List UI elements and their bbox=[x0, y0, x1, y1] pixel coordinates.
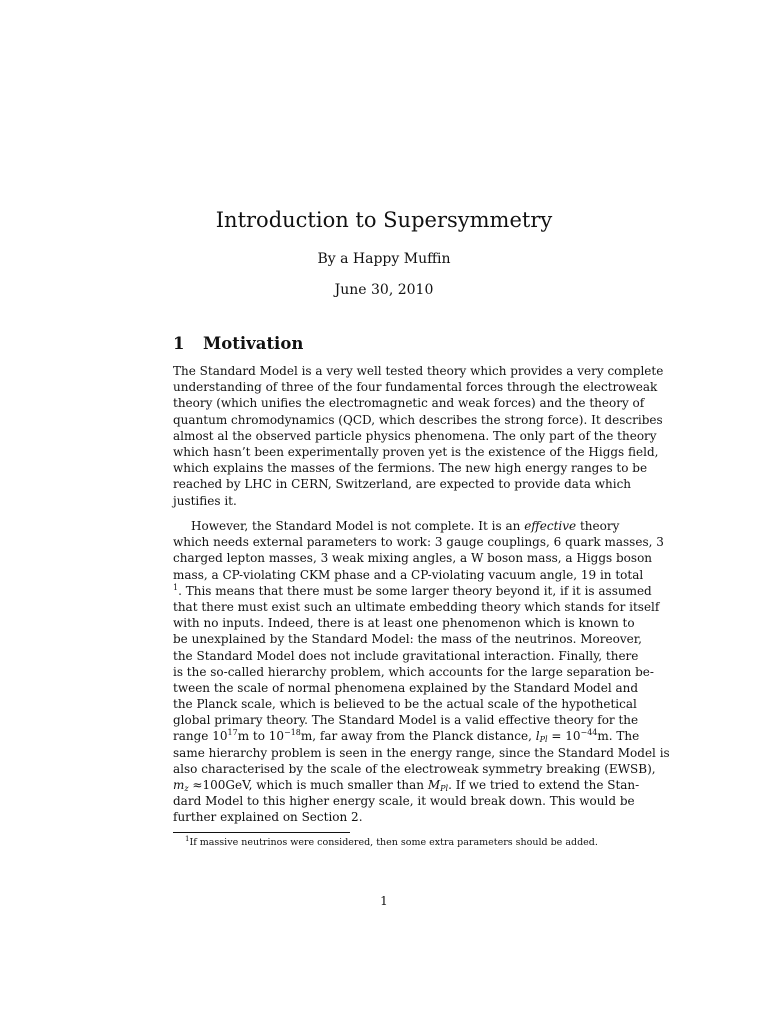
text-run: However, the Standard Model is not complete. It is an bbox=[191, 519, 525, 533]
footnote-mark: 1 bbox=[185, 835, 190, 843]
paragraph-line: that there must exist such an ultimate embedding theory which stands for itself bbox=[173, 599, 660, 614]
paragraph-line bbox=[173, 582, 652, 599]
page-number: 1 bbox=[380, 894, 388, 908]
paragraph-line bbox=[173, 518, 620, 534]
paragraph-line: The Standard Model is a very well tested theory which provides a very complete bbox=[173, 364, 664, 378]
subscript: z bbox=[184, 784, 189, 793]
exponent: −18 bbox=[284, 728, 301, 738]
subscript: Pl bbox=[539, 735, 548, 745]
paragraph-line: be unexplained by the Standard Model: the mass of the neutrinos. Moreover, bbox=[173, 632, 642, 647]
paragraph-line: same hierarchy problem is seen in the energy range, since the Standard Model is bbox=[173, 745, 670, 760]
text-run: range 10 bbox=[173, 729, 228, 744]
text-run: m, far away from the Planck distance, bbox=[300, 729, 536, 744]
paragraph-line: the Standard Model does not include gravitational interaction. Finally, there bbox=[173, 648, 639, 663]
section-number: 1 bbox=[173, 334, 185, 353]
footnote-divider bbox=[173, 832, 350, 833]
footnote-text: If massive neutrinos were considered, then some extra parameters should be added. bbox=[189, 837, 598, 848]
footnote bbox=[173, 836, 628, 849]
paragraph-line: quantum chromodynamics (QCD, which describes the strong force). It describes bbox=[173, 412, 663, 427]
text-run: . If we tried to extend the Stan- bbox=[448, 778, 640, 792]
exponent: −44 bbox=[580, 728, 598, 738]
paragraph-line: understanding of three of the four fundamental forces through the electroweak bbox=[173, 380, 658, 395]
exponent: 17 bbox=[227, 728, 238, 738]
subscript: Pl bbox=[440, 784, 449, 793]
paragraph-line: with no inputs. Indeed, there is at least one phenomenon which is known to bbox=[173, 616, 635, 631]
math-variable: m bbox=[173, 778, 185, 792]
paragraph-2 bbox=[173, 518, 670, 826]
text-run: theory bbox=[576, 519, 620, 533]
paragraph-line bbox=[173, 728, 640, 745]
section-heading bbox=[173, 333, 303, 355]
document-date: June 30, 2010 bbox=[334, 282, 434, 298]
text-run: m. The bbox=[597, 729, 640, 744]
paragraph-line: which hasn’t been experimentally proven yet is the existence of the Higgs field, bbox=[173, 444, 659, 459]
paragraph-line: mass, a CP-violating CKM phase and a CP-violating vacuum angle, 19 in total bbox=[173, 567, 644, 582]
paragraph-line: the Planck scale, which is believed to be the actual scale of the hypothetical bbox=[173, 697, 637, 712]
paragraph-line: which explains the masses of the fermions. The new high energy ranges to be bbox=[173, 461, 648, 476]
document-title: Introduction to Supersymmetry bbox=[215, 208, 553, 232]
paragraph-line: charged lepton masses, 3 weak mixing angles, a W boson mass, a Higgs boson bbox=[173, 551, 653, 566]
paragraph-line: further explained on Section 2. bbox=[173, 810, 363, 825]
section-title: Motivation bbox=[203, 334, 304, 353]
paragraph-line: also characterised by the scale of the electroweak symmetry breaking (EWSB), bbox=[173, 761, 656, 776]
paragraph-line: is the so-called hierarchy problem, which accounts for the large separation be- bbox=[173, 664, 654, 679]
paragraph-line: global primary theory. The Standard Model is a valid effective theory for the bbox=[173, 713, 639, 728]
text-run: . This means that there must be some larger theory beyond it, if it is assumed bbox=[178, 583, 652, 598]
math-variable: M bbox=[427, 778, 441, 792]
text-run: m to 10 bbox=[237, 729, 285, 744]
paragraph-line: which needs external parameters to work: 3 gauge couplings, 6 quark masses, 3 bbox=[173, 535, 664, 550]
paragraph-line: almost al the observed particle physics phenomena. The only part of the theory bbox=[173, 428, 657, 443]
math-variable: l bbox=[535, 729, 540, 744]
emphasis-effective: effective bbox=[524, 519, 577, 533]
paragraph-line: reached by LHC in CERN, Switzerland, are expected to provide data which bbox=[173, 477, 632, 492]
footnote-marker[interactable]: 1 bbox=[173, 582, 179, 592]
paragraph-1 bbox=[173, 363, 664, 509]
text-run: = 10 bbox=[547, 729, 581, 744]
paragraph-line: dard Model to this higher energy scale, it would break down. This would be bbox=[173, 794, 635, 809]
paragraph-line: tween the scale of normal phenomena explained by the Standard Model and bbox=[173, 680, 639, 695]
paragraph-line: justifies it. bbox=[173, 493, 237, 508]
paragraph-line bbox=[173, 777, 640, 793]
text-run: ≈100GeV, which is much smaller than bbox=[188, 778, 428, 792]
paragraph-line: theory (which unifies the electromagnetic and weak forces) and the theory of bbox=[173, 396, 645, 411]
document-author: By a Happy Muffin bbox=[317, 251, 451, 267]
